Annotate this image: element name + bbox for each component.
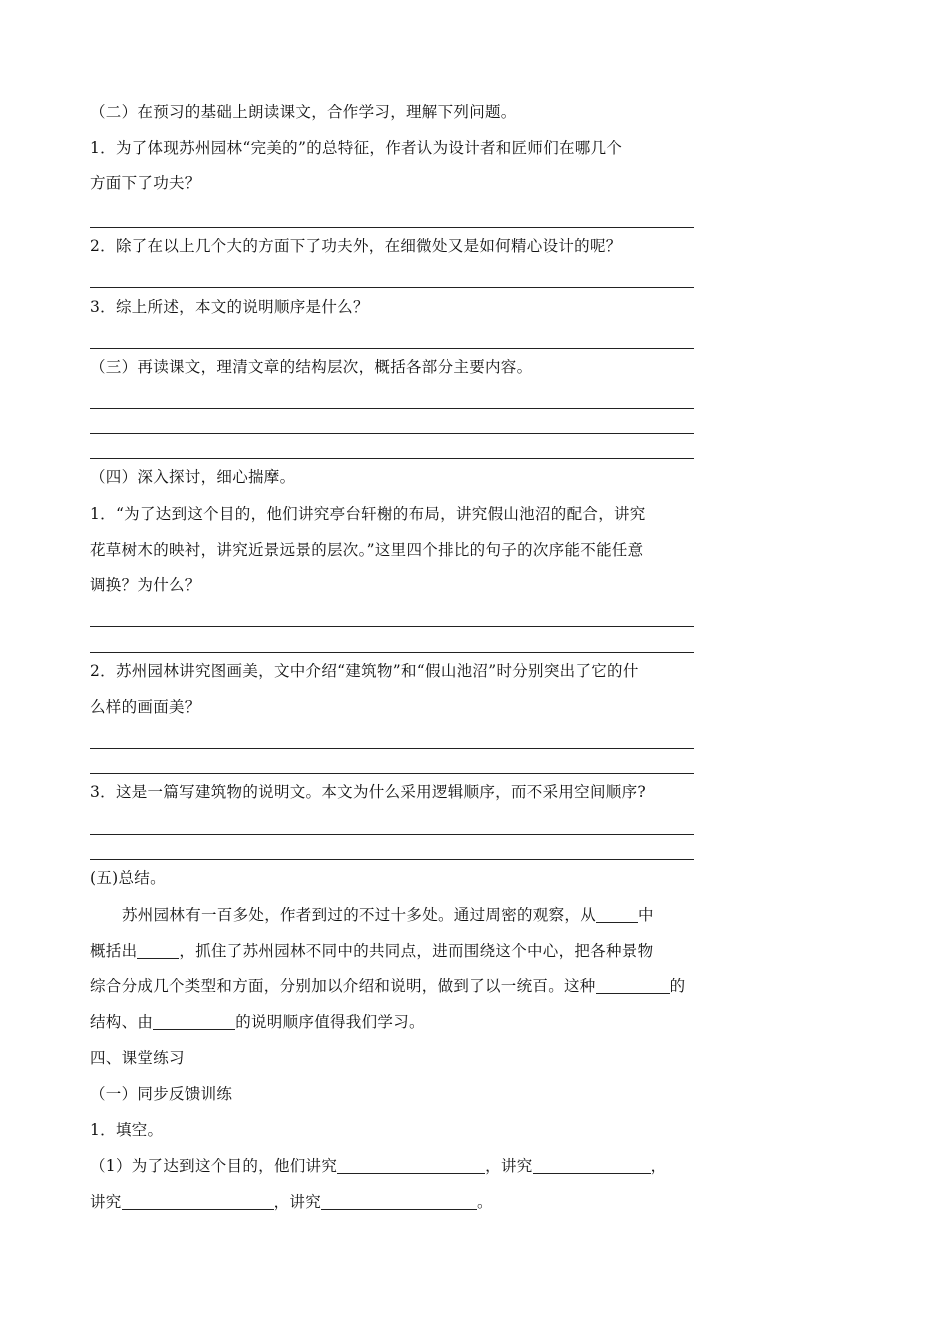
answer-line[interactable] — [90, 348, 694, 349]
summary-line-1 — [122, 905, 654, 925]
fill-blank[interactable] — [137, 942, 179, 959]
fill-blank[interactable] — [153, 1013, 235, 1030]
answer-line[interactable] — [90, 626, 694, 627]
fill-blank[interactable] — [533, 1157, 651, 1174]
summary-line-3 — [90, 976, 685, 996]
answer-line[interactable] — [90, 433, 694, 434]
answer-line[interactable] — [90, 287, 694, 288]
section-5-heading: (五)总结。 — [90, 869, 166, 887]
summary-line-2 — [90, 941, 653, 961]
fill-text: 。 — [477, 1193, 493, 1211]
section-3-heading: （三）再读课文，理清文章的结构层次，概括各部分主要内容。 — [90, 358, 533, 376]
question-4-2-line-1: 2．苏州园林讲究图画美，文中介绍“建筑物”和“假山池沼”时分别突出了它的什 — [90, 662, 639, 680]
answer-line[interactable] — [90, 458, 694, 459]
fill-text: ，讲究 — [273, 1193, 322, 1211]
summary-text: 结构、由 — [90, 1013, 154, 1031]
summary-text: 的 — [669, 977, 686, 995]
fill-blank[interactable] — [122, 1193, 274, 1210]
summary-text: ，抓住了苏州园林不同中的共同点，进而围绕这个中心，把各种景物 — [179, 942, 654, 960]
summary-text: 综合分成几个类型和方面，分别加以介绍和说明，做到了以一统百。这种 — [90, 977, 596, 995]
fill-text: ，讲究 — [485, 1157, 533, 1175]
fill-line-2 — [90, 1192, 493, 1212]
answer-line[interactable] — [90, 227, 694, 228]
question-2-1-line-1: 1．为了体现苏州园林“完美的”的总特征，作者认为设计者和匠师们在哪几个 — [90, 139, 623, 157]
question-4-1-line-3: 调换？为什么？ — [90, 576, 201, 594]
summary-text: 概括出 — [90, 942, 138, 960]
question-4-1-line-1: 1．“为了达到这个目的，他们讲究亭台轩榭的布局，讲究假山池沼的配合，讲究 — [90, 505, 646, 523]
question-4-2-line-2: 么样的画面美？ — [90, 698, 201, 716]
summary-text: 苏州园林有一百多处，作者到过的不过十多处。通过周密的观察，从 — [122, 906, 597, 924]
answer-line[interactable] — [90, 859, 694, 860]
fill-blank[interactable] — [596, 977, 670, 994]
section-4-heading: （四）深入探讨，细心揣摩。 — [90, 468, 296, 486]
fill-blank[interactable] — [337, 1157, 485, 1174]
question-2-2: 2．除了在以上几个大的方面下了功夫外，在细微处又是如何精心设计的呢？ — [90, 237, 622, 255]
answer-line[interactable] — [90, 834, 694, 835]
answer-line[interactable] — [90, 773, 694, 774]
fill-line-1 — [90, 1156, 666, 1176]
practice-heading: 四、课堂练习 — [90, 1049, 185, 1067]
section-2-heading: （二）在预习的基础上朗读课文，合作学习，理解下列问题。 — [90, 103, 517, 121]
practice-item-1: 1．填空。 — [90, 1121, 164, 1139]
question-4-3: 3．这是一篇写建筑物的说明文。本文为什么采用逻辑顺序，而不采用空间顺序? — [90, 783, 646, 801]
answer-line[interactable] — [90, 748, 694, 749]
fill-text: 讲究 — [90, 1193, 122, 1211]
fill-text: （1）为了达到这个目的，他们讲究 — [90, 1157, 338, 1175]
question-2-1-line-2: 方面下了功夫？ — [90, 174, 201, 192]
answer-line[interactable] — [90, 652, 694, 653]
question-2-3: 3．综上所述，本文的说明顺序是什么？ — [90, 298, 369, 316]
summary-text: 的说明顺序值得我们学习。 — [235, 1013, 425, 1031]
fill-text: ， — [650, 1157, 667, 1175]
fill-blank[interactable] — [321, 1193, 477, 1210]
fill-blank[interactable] — [596, 906, 638, 923]
summary-line-4 — [90, 1012, 425, 1032]
practice-subheading: （一）同步反馈训练 — [90, 1085, 233, 1103]
answer-line[interactable] — [90, 408, 694, 409]
summary-text: 中 — [638, 906, 654, 924]
question-4-1-line-2: 花草树木的映衬，讲究近景远景的层次。”这里四个排比的句子的次序能不能任意 — [90, 541, 644, 559]
